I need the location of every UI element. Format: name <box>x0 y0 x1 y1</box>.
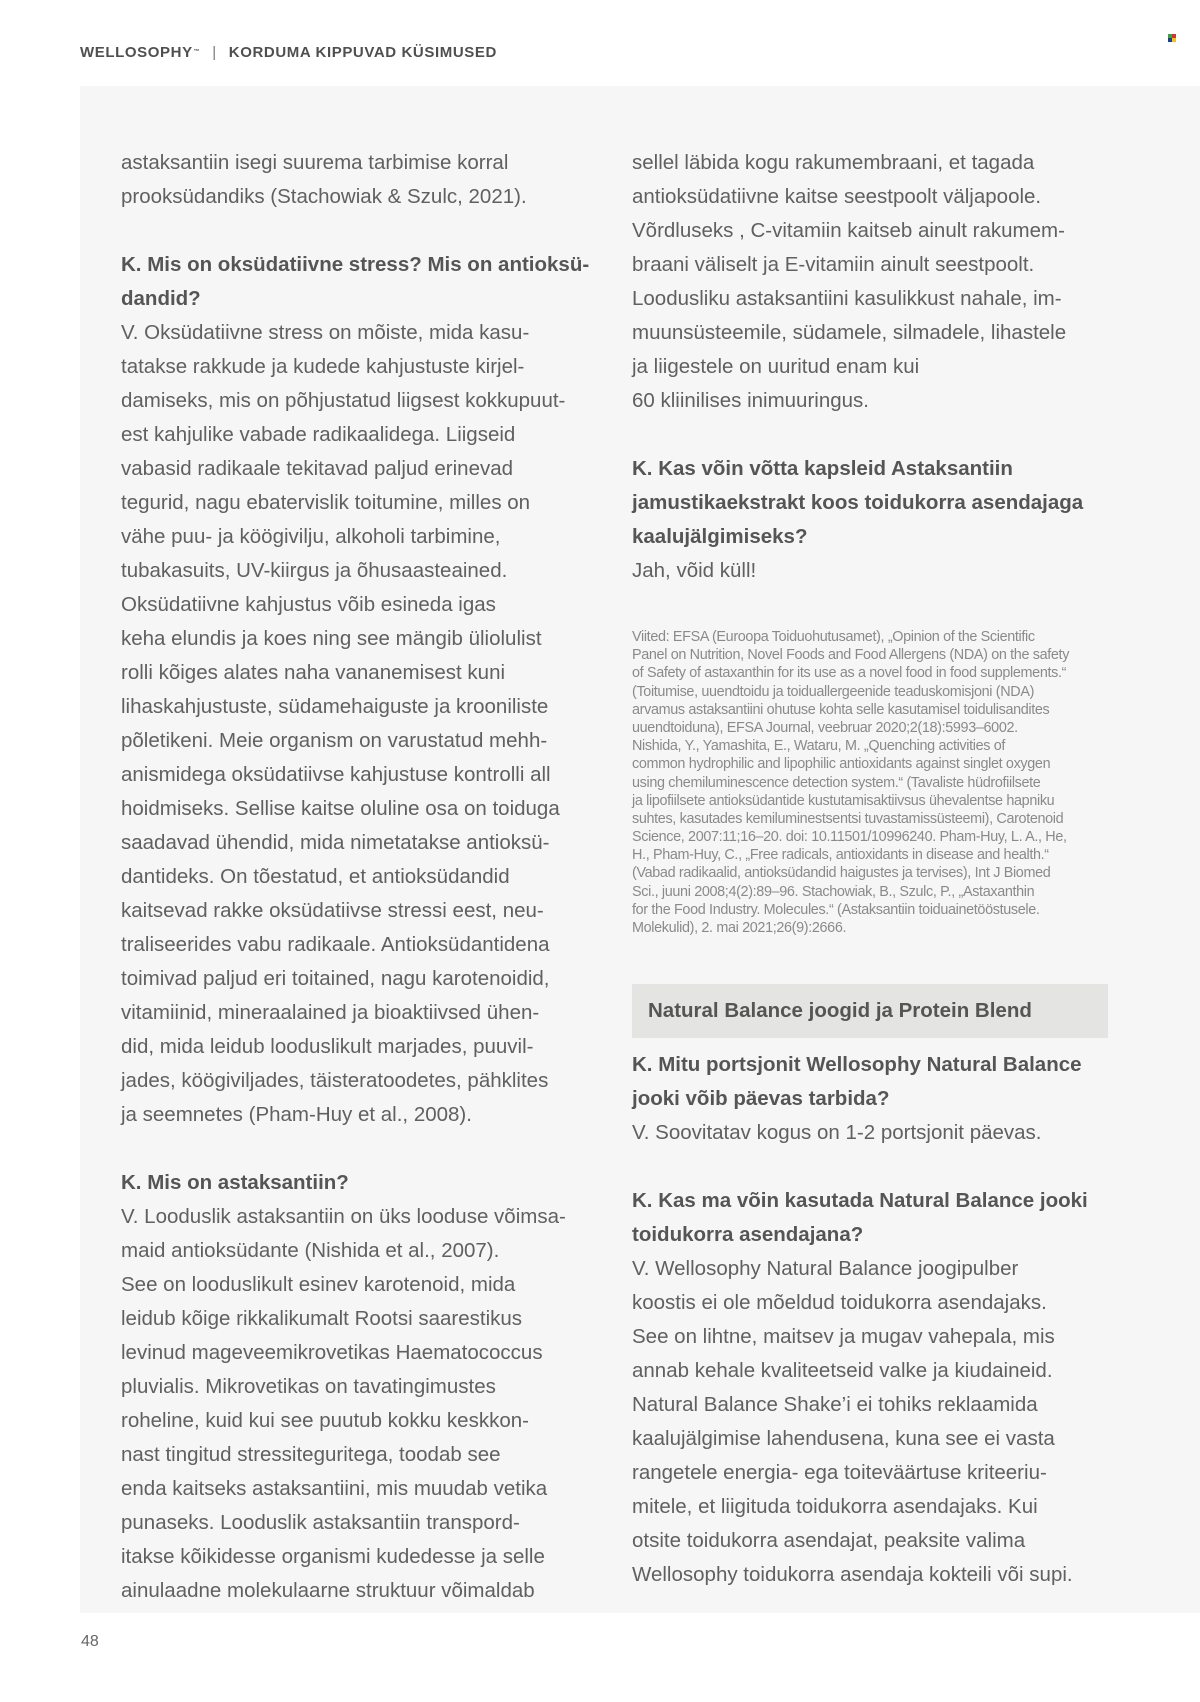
body-line: V. Looduslik astaksantiin on üks looduse võimsa- <box>121 1205 566 1228</box>
brand-name: WELLOSOPHY <box>80 43 193 61</box>
body-line: levinud mageveemikrovetikas Haematococcus <box>121 1341 543 1364</box>
question-line: jamustikaekstrakt koos toidukorra asendajaga <box>632 491 1084 514</box>
body-line: mitele, et liigituda toidukorra asendajaks. Kui <box>632 1495 1038 1519</box>
reference-line: (Toitumise, uuendtoidu ja toiduallergeenide teaduskomisjoni (NDA) <box>632 683 1035 700</box>
question-line: jooki võib päevas tarbida? <box>632 1087 890 1111</box>
reference-line: ja lipofiilsete antioksüdantide kustutamisaktiivsus ühevalentse hapniku <box>632 792 1055 809</box>
body-line: lihaskahjustuste, südamehaiguste ja krooniliste <box>121 695 549 718</box>
right-top-text <box>632 146 1112 588</box>
question-line: K. Kas ma võin kasutada Natural Balance jooki <box>632 1189 1088 1213</box>
body-line: itakse kõikidesse organismi kudedesse ja selle <box>121 1545 545 1568</box>
page-number: 48 <box>81 1633 99 1650</box>
body-line: annab kehale kvaliteetseid valke ja kiudaineid. <box>632 1359 1053 1383</box>
body-line: See on lihtne, maitsev ja mugav vahepala, mis <box>632 1325 1055 1349</box>
body-line: V. Soovitatav kogus on 1-2 portsjonit päevas. <box>632 1121 1042 1145</box>
body-line: V. Wellosophy Natural Balance joogipulber <box>632 1257 1019 1281</box>
reference-line: (Vabad radikaalid, antioksüdandid haigustes ja tervises), Int J Biomed <box>632 865 1051 882</box>
body-line: leidub kõige rikkalikumalt Rootsi saarestikus <box>121 1307 523 1330</box>
body-line: maid antioksüdante (Nishida et al., 2007). <box>121 1239 500 1262</box>
section-heading: Natural Balance joogid ja Protein Blend <box>648 999 1032 1023</box>
reference-line: Science, 2007:11;16–20. doi: 10.11501/10996240. Pham-Huy, L. A., He, <box>632 829 1067 846</box>
body-line: prooksüdandiks (Stachowiak & Szulc, 2021). <box>121 185 527 208</box>
body-line: did, mida leidub looduslikult marjades, puuvil- <box>121 1035 534 1058</box>
body-line: Wellosophy toidukorra asendaja kokteili või supi. <box>632 1563 1073 1587</box>
body-line: koostis ei ole mõeldud toidukorra asendajaks. <box>632 1291 1047 1315</box>
trademark-mark: ™ <box>193 49 201 55</box>
body-line: rangetele energia- ega toiteväärtuse kriteeriu- <box>632 1461 1047 1485</box>
body-line: otsite toidukorra asendajat, peaksite valima <box>632 1529 1026 1553</box>
body-line: Loodusliku astaksantiini kasulikkust nahale, im- <box>632 287 1062 310</box>
body-line: antioksüdatiivne kaitse seestpoolt väljapoole. <box>632 185 1042 208</box>
question-line: toidukorra asendajana? <box>632 1223 864 1247</box>
body-line: ja liigestele on uuritud enam kui <box>632 355 920 378</box>
reference-line: for the Food Industry. Molecules.“ (Astaksantiin toiduainetööstusele. <box>632 901 1040 918</box>
header-separator: | <box>212 43 217 61</box>
reference-line: arvamus astaksantiini ohutuse kohta selle kasutamisel toidulisandites <box>632 701 1050 718</box>
body-line: toimivad paljud eri toitained, nagu karotenoidid, <box>121 967 550 990</box>
body-line: keha elundis ja koes ning see mängib üliolulist <box>121 627 542 650</box>
body-line: pluvialis. Mikrovetikas on tavatingimustes <box>121 1375 496 1398</box>
logo-square-yellow <box>1172 38 1176 42</box>
question-line: K. Kas võin võtta kapsleid Astaksantiin <box>632 457 1013 480</box>
question-line: K. Mis on oksüdatiivne stress? Mis on antioksü- <box>121 253 590 276</box>
body-line: ainulaadne molekulaarne struktuur võimaldab <box>121 1579 535 1602</box>
section-title: KORDUMA KIPPUVAD KÜSIMUSED <box>228 43 497 61</box>
body-line: kaalujälgimise lahendusena, kuna see ei vasta <box>632 1427 1055 1451</box>
body-line: See on looduslikult esinev karotenoid, mida <box>121 1273 516 1296</box>
body-line: roheline, kuid kui see puutub kokku keskkon- <box>121 1409 529 1432</box>
body-line: muunsüsteemile, südamele, silmadele, lihastele <box>632 321 1067 344</box>
body-line: 60 kliinilises inimuuringus. <box>632 389 869 412</box>
body-line: tubakasuits, UV-kiirgus ja õhusaasteained. <box>121 559 508 582</box>
question-line: K. Mitu portsjonit Wellosophy Natural Balance <box>632 1053 1082 1077</box>
body-line: damiseks, mis on põhjustatud liigsest kokkupuut- <box>121 389 566 412</box>
paragraph-gap <box>632 1150 1112 1184</box>
question-line: dandid? <box>121 287 201 310</box>
body-line: Natural Balance Shake’i ei tohiks reklaamida <box>632 1393 1038 1417</box>
section-heading-band <box>632 984 1108 1038</box>
body-line: est kahjulike vabade radikaalidega. Liigseid <box>121 423 516 446</box>
right-column <box>632 146 1112 1592</box>
body-line: Jah, võid küll! <box>632 559 757 582</box>
body-line: ja seemnetes (Pham-Huy et al., 2008). <box>121 1103 472 1126</box>
body-line: Oksüdatiivne kahjustus võib esineda igas <box>121 593 496 616</box>
body-line: põletikeni. Meie organism on varustatud mehh- <box>121 729 548 752</box>
body-line: jades, köögiviljades, täisteratoodetes, pähklites <box>121 1069 549 1092</box>
body-line: dantideks. On tõestatud, et antioksüdandid <box>121 865 510 888</box>
body-line: tegurid, nagu ebatervislik toitumine, milles on <box>121 491 531 514</box>
reference-line: Molekulid), 2. mai 2021;26(9):2666. <box>632 920 847 936</box>
body-line: saadavad ühendid, mida nimetatakse antioksü- <box>121 831 550 854</box>
body-line: rolli kõiges alates naha vananemisest kuni <box>121 661 506 684</box>
question-line: K. Mis on astaksantiin? <box>121 1171 349 1194</box>
body-line: astaksantiin isegi suurema tarbimise korral <box>121 151 509 174</box>
left-column <box>121 146 591 1608</box>
body-line: anismidega oksüdatiivse kahjustuse kontrolli all <box>121 763 551 786</box>
body-line: braani väliselt ja E-vitamiin ainult seestpoolt. <box>632 253 1035 276</box>
body-line: vähe puu- ja köögivilju, alkoholi tarbimine, <box>121 525 501 548</box>
reference-line: H., Pham-Huy, C., „Free radicals, antioxidants in disease and health.“ <box>632 847 1049 864</box>
body-line: tatakse rakkude ja kudede kahjustuste kirjel- <box>121 355 525 378</box>
reference-line: using chemiluminescence detection system.“ (Tavaliste hüdrofiilsete <box>632 774 1041 791</box>
body-line: V. Oksüdatiivne stress on mõiste, mida kasu- <box>121 321 530 344</box>
question-line: kaalujälgimiseks? <box>632 525 808 548</box>
reference-line: Panel on Nutrition, Novel Foods and Food Allergens (NDA) on the safety <box>632 647 1070 664</box>
body-line: Võrdluseks , C-vitamiin kaitseb ainult rakumem- <box>632 219 1065 242</box>
body-line: kaitsevad rakke oksüdatiivse stressi eest, neu- <box>121 899 544 922</box>
reference-line: uuendtoiduna), EFSA Journal, veebruar 2020;2(18):5993–6002. <box>632 719 1018 736</box>
color-squares-logo-icon <box>1168 34 1176 42</box>
body-line: sellel läbida kogu rakumembraani, et tagada <box>632 151 1035 174</box>
body-line: vitamiinid, mineraalained ja bioaktiivsed ühen- <box>121 1001 540 1024</box>
body-line: punaseks. Looduslik astaksantiin transpord- <box>121 1511 520 1534</box>
reference-line: common hydrophilic and lipophilic antioxidants against singlet oxygen <box>632 756 1051 773</box>
references-block <box>632 628 1112 937</box>
paragraph-gap <box>632 418 1112 452</box>
body-line: vabasid radikaale tekitavad paljud erinevad <box>121 457 514 480</box>
body-line: traliseerides vabu radikaale. Antioksüdantidena <box>121 933 550 956</box>
reference-line: Viited: EFSA (Euroopa Toiduohutusamet), „Opinion of the Scientific <box>632 629 1035 645</box>
paragraph-gap <box>121 214 591 248</box>
running-header <box>80 40 497 64</box>
body-line: nast tingitud stressiteguritega, toodab see <box>121 1443 501 1466</box>
body-line: hoidmiseks. Sellise kaitse oluline osa on toiduga <box>121 797 560 820</box>
paragraph-gap <box>121 1132 591 1166</box>
right-bottom-text <box>632 1048 1112 1592</box>
reference-line: of Safety of astaxanthin for its use as a novel food in food supplements.“ <box>632 665 1067 682</box>
reference-line: Sci., juuni 2008;4(2):89–96. Stachowiak, B., Szulc, P., „Astaxanthin <box>632 883 1035 900</box>
reference-line: suhtes, kasutades kemiluminestsentsi tuvastamissüsteemi), Carotenoid <box>632 810 1064 827</box>
body-line: enda kaitseks astaksantiini, mis muudab vetika <box>121 1477 548 1500</box>
reference-line: Nishida, Y., Yamashita, E., Wataru, M. „Quenching activities of <box>632 738 1006 755</box>
